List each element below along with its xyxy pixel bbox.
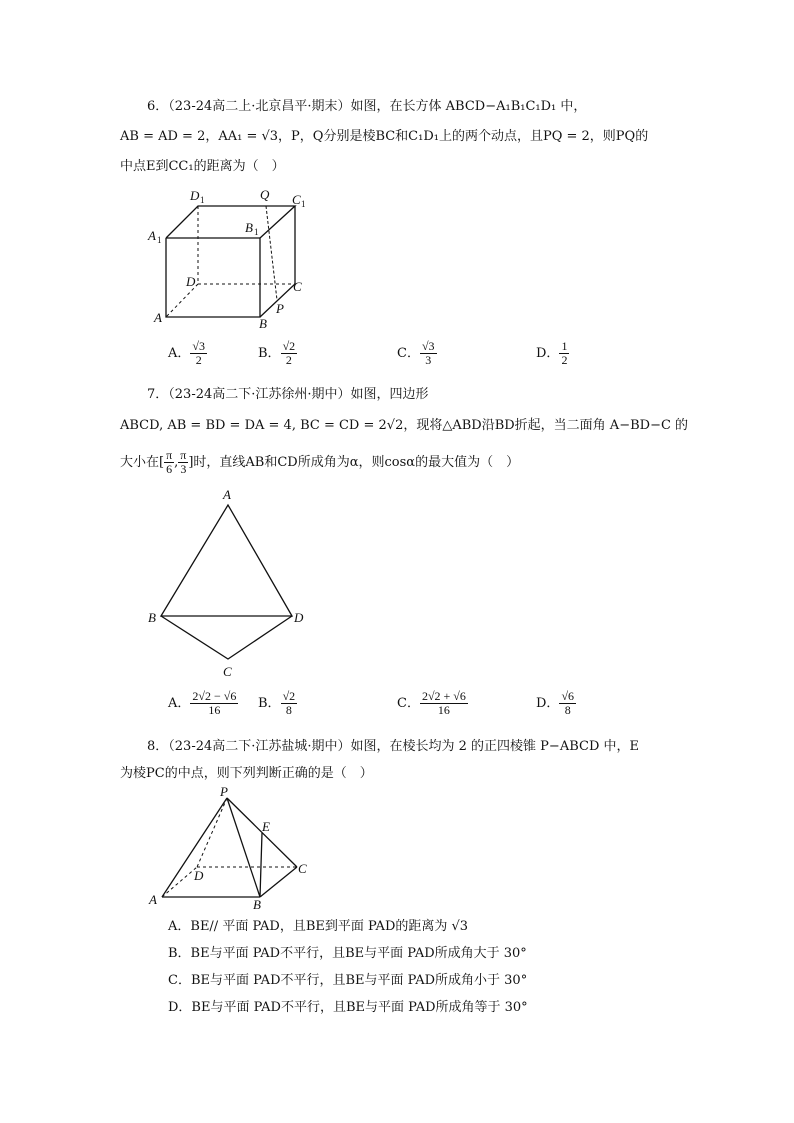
- q7-option-b: B． $\frac{√2}{8}$: [258, 689, 296, 717]
- q8-option-a: A．BE// 平面 PAD，且BE到平面 PAD的距离为 √3: [168, 919, 469, 934]
- q6-segment-pq: [266, 206, 277, 300]
- q6-label-c: C: [293, 279, 302, 294]
- q8-line1: 8．（23-24高二下·江苏盐城·期中）如图，在棱长均为 2 的正四棱锥 P−ABCD 中，E: [147, 739, 639, 754]
- q7-quadrilateral-figure: [145, 485, 315, 685]
- q6-option-a: A． $\frac{√3}{2}$: [168, 339, 205, 367]
- q8-segment-be: [260, 833, 262, 897]
- q6-label-q: Q: [260, 187, 270, 202]
- q7-line3: 大小在[ $\frac{\pi}{6}$ , $\frac{\pi}{3}$ ]时，直线AB和CD所成角为α，则cosα的最大值为（ ）: [120, 448, 520, 476]
- q7-line1: 7．（23-24高二下·江苏徐州·期中）如图，四边形: [147, 387, 429, 402]
- svg-text:1: 1: [200, 195, 205, 205]
- q7-label-a: A: [223, 487, 231, 502]
- q7-triangle-abd: [161, 505, 292, 616]
- q7-label-d: D: [294, 610, 304, 625]
- q7-path-bcd: [161, 616, 292, 659]
- q6-label-a: A: [154, 310, 162, 325]
- q6-label-c1: C: [292, 192, 301, 207]
- q7-line2: ABCD, AB = BD = DA = 4, BC = CD = 2√2，现将△ABD沿BD折起，当二面角 A−BD−C 的: [120, 418, 689, 433]
- q8-label-c: C: [298, 861, 307, 876]
- q8-label-p: P: [220, 784, 228, 799]
- q6-cuboid-figure: [140, 180, 320, 335]
- q6-option-d: D． $\frac{1}{2}$: [536, 339, 568, 367]
- q8-option-c: C．BE与平面 PAD不平行，且BE与平面 PAD所成角小于 30°: [168, 973, 528, 988]
- q6-option-c: C． $\frac{√3}{3}$: [397, 339, 435, 367]
- q6-label-b: B: [259, 316, 267, 331]
- q8-label-e: E: [262, 819, 270, 834]
- q8-label-d: D: [194, 868, 204, 883]
- q6-line3: 中点E到CC₁的距离为（ ）: [120, 159, 285, 174]
- q7-option-d: D． $\frac{√6}{8}$: [536, 689, 575, 717]
- q8-line2: 为棱PC的中点，则下列判断正确的是（ ）: [120, 766, 373, 781]
- svg-text:1: 1: [301, 199, 306, 209]
- q6-line1: 6．（23-24高二上·北京昌平·期末）如图，在长方体 ABCD−A₁B₁C₁D₁ 中，: [147, 99, 587, 114]
- q6-line2: AB = AD = 2，AA₁ = √3，P，Q分别是棱BC和C₁D₁上的两个动点，且PQ = 2，则PQ的: [120, 129, 649, 144]
- q6-label-d: D: [186, 274, 196, 289]
- q6-label-d1: D: [190, 188, 200, 203]
- q8-option-d: D．BE与平面 PAD不平行，且BE与平面 PAD所成角等于 30°: [168, 1000, 528, 1015]
- svg-text:1: 1: [157, 235, 162, 245]
- q6-front-face: [166, 238, 260, 317]
- q8-label-a: A: [149, 892, 157, 907]
- q6-option-b: B． $\frac{√2}{2}$: [258, 339, 296, 367]
- q8-label-b: B: [253, 897, 261, 912]
- q8-option-b: B．BE与平面 PAD不平行，且BE与平面 PAD所成角大于 30°: [168, 946, 527, 961]
- q7-label-c: C: [223, 664, 232, 679]
- q7-label-b: B: [148, 610, 156, 625]
- q6-label-p: P: [276, 301, 284, 316]
- q7-option-a: A． $\frac{2√2 - √6}{16}$: [168, 689, 237, 717]
- q6-top-face: [166, 206, 295, 238]
- q7-option-c: C． $\frac{2√2 + √6}{16}$: [397, 689, 466, 717]
- q6-label-a1: A: [148, 228, 156, 243]
- q6-label-b1: B: [245, 220, 253, 235]
- svg-text:1: 1: [254, 227, 259, 237]
- q8-pyramid-figure: [145, 785, 315, 910]
